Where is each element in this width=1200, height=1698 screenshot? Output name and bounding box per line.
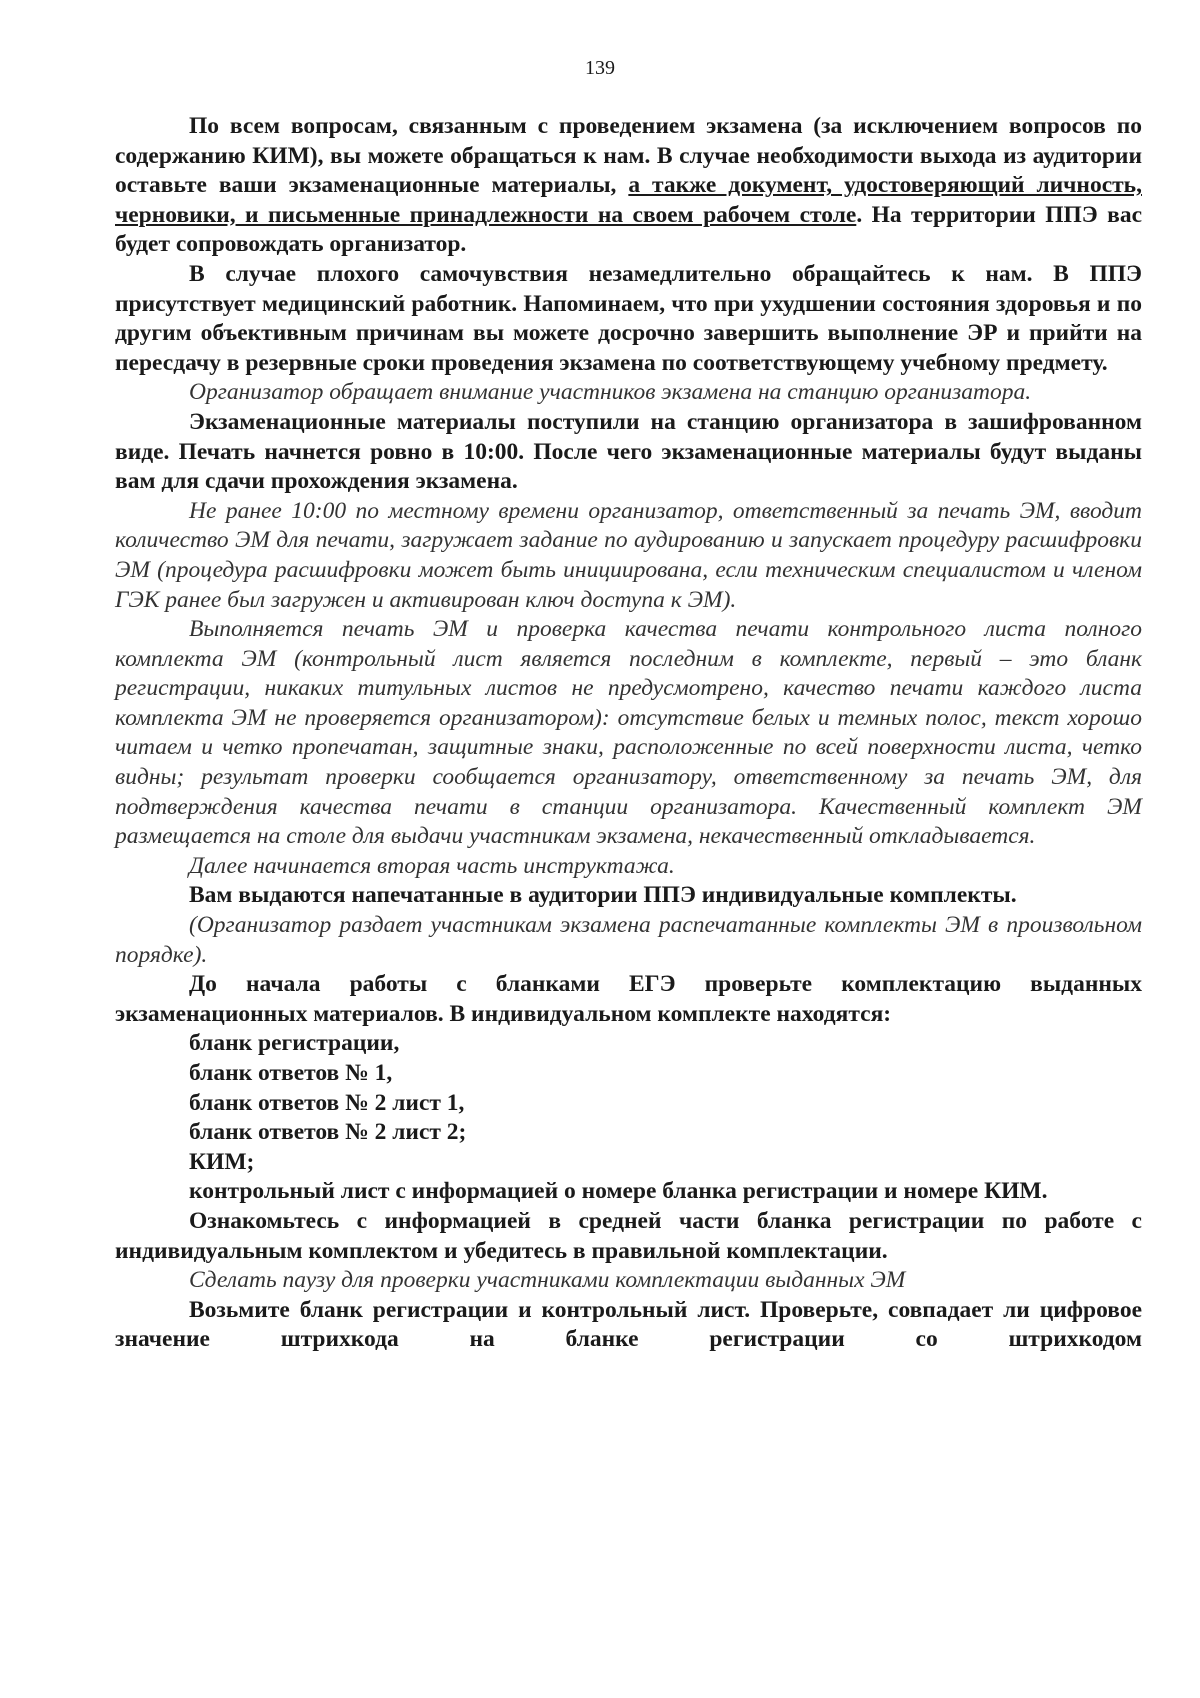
note-printing: Выполняется печать ЭМ и проверка качества печати контрольного листа полного комплекта ЭМ (контрольный лист является последним в комплекте, первый – это бланк регистрации, никаких титульных листов не предусмотрено, качество печати каждого листа комплекта ЭМ не проверяется организатором): отсутствие белых и темных полос, текст хорошо читаем и четко пропечатан, защитные знаки, расположенные по всей поверхности листа, четко видны; результат проверки сообщается организатору, ответственному за печать ЭМ, для подтверждения качества печати в станции организатора. Качественный комплект ЭМ размещается на столе для выдачи участникам экзамена, некачественный откладывается.	[115, 616, 1142, 850]
kit-list	[115, 1029, 1142, 1177]
paragraph-control-sheet: контрольный лист с информацией о номере бланка регистрации и номере КИМ.	[189, 1178, 1048, 1205]
note-station: Организатор обращает внимание участников экзамена на станцию организатора.	[189, 379, 1032, 406]
list-item: КИМ;	[189, 1148, 255, 1175]
list-item: бланк ответов № 1,	[189, 1060, 393, 1086]
paragraph-check: До начала работы с бланками ЕГЭ проверьте комплектацию выданных экзаменационных материалов. В индивидуальном комплекте находятся:	[115, 971, 1142, 1027]
note-distribute: (Организатор раздает участникам экзамена распечатанные комплекты ЭМ в произвольном порядке).	[115, 912, 1142, 968]
paragraph-barcode: Возьмите бланк регистрации и контрольный лист. Проверьте, совпадает ли цифровое значение штрихкода на бланке регистрации со штрихкодом	[115, 1296, 1142, 1353]
note-second-part: Далее начинается вторая часть инструктажа.	[189, 852, 675, 879]
note-decrypt: Не ранее 10:00 по местному времени организатор, ответственный за печать ЭМ, вводит количество ЭМ для печати, загружает задание по аудированию и запускает процедуру расшифровки ЭМ (процедура расшифровки может быть инициирована, если техническим специалистом и членом ГЭК ранее был загружен и активирован ключ доступа к ЭМ).	[115, 497, 1142, 613]
paragraph-read-info: Ознакомьтесь с информацией в средней части бланка регистрации по работе с индивидуальным комплектом и убедитесь в правильной комплектации.	[115, 1207, 1142, 1264]
page-number: 139	[585, 57, 615, 79]
note-pause: Сделать паузу для проверки участниками комплектации выданных ЭМ	[189, 1267, 906, 1294]
list-item: бланк ответов № 2 лист 2;	[189, 1119, 467, 1146]
paragraph-kits: Вам выдаются напечатанные в аудитории ППЭ индивидуальные комплекты.	[189, 882, 1017, 909]
underlined-text: а также документ, удостоверяющий личность, черновики, и письменные принадлежности на своем рабочем столе	[115, 172, 1142, 228]
paragraph-health: В случае плохого самочувствия незамедлительно обращайтесь к нам. В ППЭ присутствует медицинский работник. Напоминаем, что при ухудшении состояния здоровья и по другим объективным причинам вы можете досрочно завершить выполнение ЭР и прийти на пересдачу в резервные сроки проведения экзамена по соответствующему учебному предмету.	[115, 260, 1142, 376]
list-item: бланк регистрации,	[189, 1030, 400, 1057]
paragraph-questions	[115, 112, 1142, 260]
paragraph-materials: Экзаменационные материалы поступили на станцию организатора в зашифрованном виде. Печать начнется ровно в 10:00. После чего экзаменационные материалы будут выданы вам для сдачи прохождения экзамена.	[115, 408, 1142, 495]
list-item: бланк ответов № 2 лист 1,	[189, 1089, 465, 1116]
paragraph-text: . На территории ППЭ вас будет сопровождать организатор.	[115, 201, 1143, 258]
paragraph-text: По всем вопросам, связанным с проведением экзамена (за исключением вопросов по содержанию КИМ), вы можете обращаться к нам. В случае необходимости выхода из аудитории оставьте ваши экзаменационные материалы,	[115, 113, 1142, 199]
page-content	[115, 112, 1142, 1355]
